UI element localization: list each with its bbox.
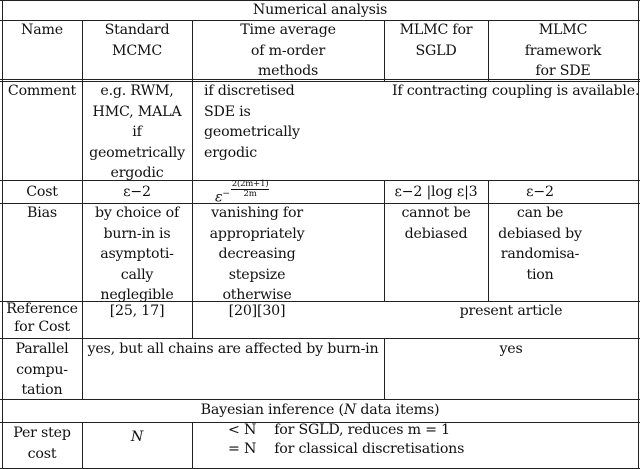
cost-mlmc-sde: ε−2 — [526, 184, 554, 200]
table-title: Numerical analysis — [252, 2, 388, 18]
comment-mlmc: If contracting coupling is available. — [392, 83, 640, 99]
bayes-title: Bayesian inference (N data items) — [200, 402, 440, 418]
bayes-line2-text: for classical discretisations — [274, 441, 465, 457]
reference-mlmc: present article — [459, 303, 563, 319]
reference-standard: [25, 17] — [109, 303, 165, 319]
comment-time-average: if discretised SDE is geometrically ergodic — [204, 83, 300, 161]
bias-standard: by choice of burn-in is asymptoti- cally neglegible — [94, 205, 179, 303]
cost-mlmc-sgld: ε−2 |log ε|3 — [394, 184, 478, 200]
cost-time-average: ε− $\frac{2(2m+1)}{2m}$ — [215, 179, 269, 206]
rule-col-standard-bayes — [192, 422, 193, 469]
bias-mlmc-sgld: cannot be debiased — [401, 205, 471, 242]
parallel-mcmc: yes, but all chains are affected by burn-in — [87, 341, 379, 357]
bayes-standard-cost: N — [130, 429, 144, 445]
bayes-mlmc-cost — [228, 421, 628, 459]
reference-time-average: [20][30] — [228, 303, 286, 319]
parallel-mlmc: yes — [499, 341, 523, 357]
bias-mlmc-sde: can be debiased by randomisa- tion — [498, 205, 582, 283]
bayes-line2-rel: = N — [228, 441, 257, 457]
row-label-cost: Cost — [26, 184, 58, 200]
header-name: Name — [21, 22, 63, 38]
header-mlmc-sgld: MLMC for SGLD — [399, 22, 473, 59]
header-standard-mcmc: Standard MCMC — [104, 22, 170, 59]
row-label-parallel: Parallel compu- tation — [15, 341, 69, 398]
row-label-comment: Comment — [7, 83, 77, 99]
row-label-per-step-cost: Per step cost — [13, 425, 71, 462]
comment-standard: e.g. RWM, HMC, MALA if geometrically ergodic — [89, 83, 185, 181]
rule-right-edge — [638, 0, 639, 469]
bayes-line1-text: for SGLD, reduces m = 1 — [274, 422, 450, 438]
bayes-line1-rel: < N — [228, 422, 257, 438]
row-label-reference: Reference for Cost — [6, 301, 78, 335]
header-time-average: Time average of m-order methods — [240, 22, 336, 79]
row-label-bias: Bias — [27, 205, 57, 221]
header-mlmc-sde: MLMC framework for SDE — [524, 22, 602, 79]
cost-standard: ε−2 — [123, 184, 151, 200]
bias-time-average: vanishing for appropriately decreasing stepsize otherwise — [209, 205, 305, 303]
